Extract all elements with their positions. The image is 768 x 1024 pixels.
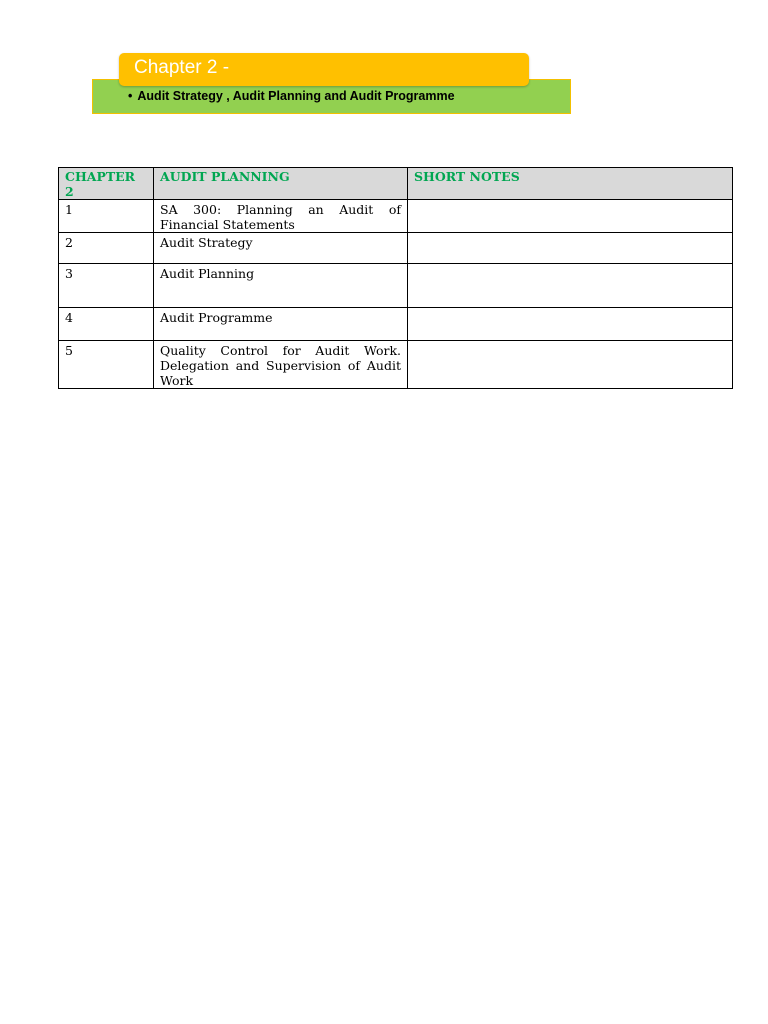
- row-topic: Quality Control for Audit Work. Delegation and Supervision of Audit Work: [154, 341, 408, 389]
- table-row: [59, 341, 733, 389]
- table-row: [59, 264, 733, 308]
- row-number: 5: [59, 341, 154, 389]
- row-number: 1: [59, 200, 154, 233]
- header-chapter: CHAPTER 2: [59, 168, 154, 200]
- row-notes[interactable]: [408, 233, 733, 264]
- row-topic: Audit Strategy: [154, 233, 408, 264]
- row-number: 4: [59, 308, 154, 341]
- chapter-subtitle-text: Audit Strategy , Audit Planning and Audit Programme: [137, 89, 455, 103]
- table-row: [59, 308, 733, 341]
- row-notes[interactable]: [408, 200, 733, 233]
- header-short-notes: SHORT NOTES: [408, 168, 733, 200]
- row-number: 3: [59, 264, 154, 308]
- chapter-title: Chapter 2 -: [134, 57, 230, 78]
- row-notes[interactable]: [408, 341, 733, 389]
- row-notes[interactable]: [408, 308, 733, 341]
- table-row: [59, 233, 733, 264]
- row-number: 2: [59, 233, 154, 264]
- table-row: [59, 200, 733, 233]
- chapter-subtitle: [128, 89, 455, 103]
- bullet-icon: •: [128, 89, 133, 103]
- row-topic: Audit Programme: [154, 308, 408, 341]
- row-topic: SA 300: Planning an Audit of Financial Statements: [154, 200, 408, 233]
- row-notes[interactable]: [408, 264, 733, 308]
- header-audit-planning: AUDIT PLANNING: [154, 168, 408, 200]
- short-notes-table: [58, 167, 733, 389]
- row-topic: Audit Planning: [154, 264, 408, 308]
- table-header-row: [59, 168, 733, 200]
